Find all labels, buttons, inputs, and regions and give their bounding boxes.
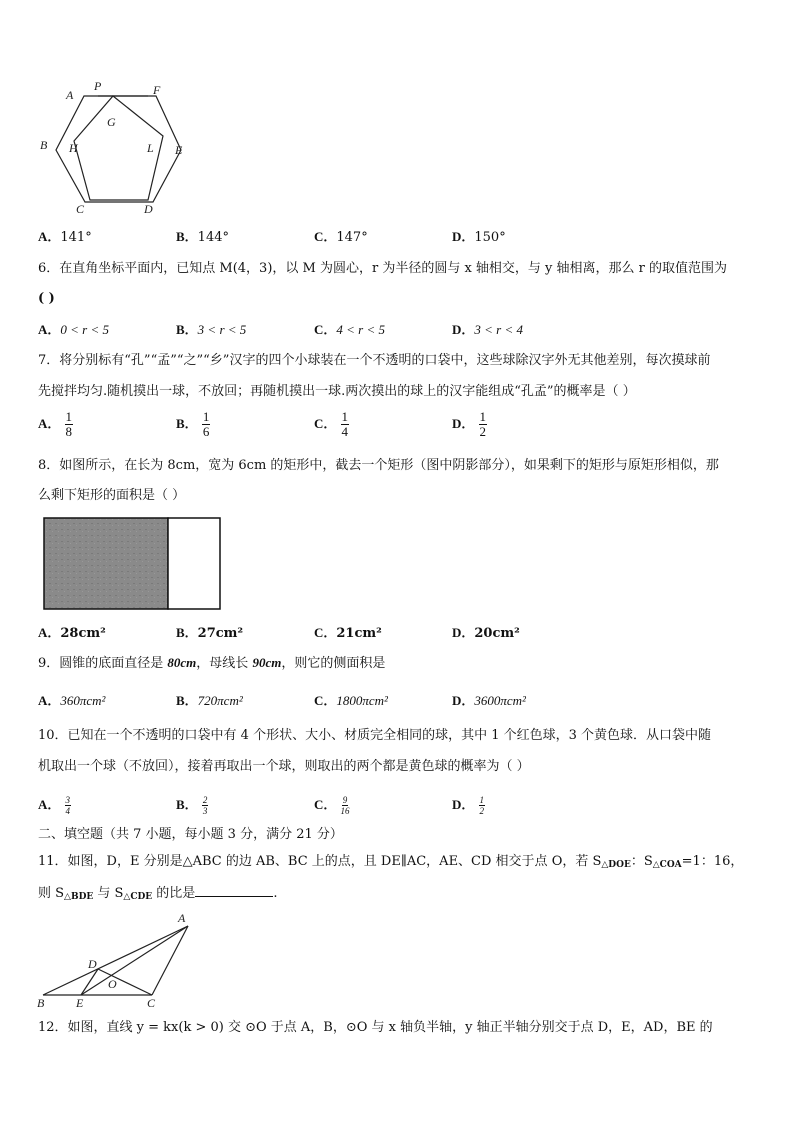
q9-text: ，母线长	[196, 656, 253, 671]
fraction-denominator: 2	[479, 424, 487, 439]
option-letter: D．	[452, 229, 475, 244]
q11-text: 11．如图，D，E 分别是△ABC 的边 AB、BC 上的点，且 DE∥AC，AE、CD 相交于点 O，若 S	[38, 854, 602, 869]
option-letter: B．	[176, 416, 198, 431]
triangle-figure	[36, 910, 196, 1010]
option-letter: D．	[452, 693, 475, 708]
fraction	[341, 795, 350, 816]
option-letter: C．	[314, 229, 337, 244]
option-letter: C．	[314, 693, 337, 708]
q12-stem: 12．如图，直线 y = kx(k > 0) 交 ⊙O 于点 A，B，⊙O 与 x 轴负半轴，y 轴正半轴分别交于点 D，E，AD，BE 的	[38, 1020, 713, 1035]
q5-option-a[interactable]	[38, 228, 92, 247]
option-text: 4 < r < 5	[336, 322, 385, 337]
option-letter: B．	[176, 625, 198, 640]
option-letter: B．	[176, 797, 198, 812]
option-text: 3 < r < 5	[197, 322, 247, 337]
answer-blank[interactable]	[195, 884, 273, 897]
fraction-numerator: 1	[479, 409, 487, 424]
q9-option-b[interactable]	[176, 692, 243, 711]
option-letter: B．	[176, 229, 198, 244]
q9-slant: 90cm	[252, 655, 282, 670]
fraction-denominator: 4	[65, 806, 71, 816]
option-letter: B．	[176, 693, 198, 708]
fraction-denominator: 16	[340, 806, 350, 816]
q10-stem-line1: 10．已知在一个不透明的口袋中有 4 个形状、大小、材质完全相同的球，其中 1 个红色球，3 个黄色球．从口袋中随	[38, 728, 712, 743]
option-letter: C．	[314, 322, 337, 337]
q11-text: ：S	[630, 854, 653, 869]
fraction-denominator: 2	[479, 806, 485, 816]
fraction-denominator: 8	[65, 424, 73, 439]
q11-text: 的比是	[152, 886, 196, 901]
q8-option-c[interactable]	[314, 624, 382, 643]
label-C: C	[76, 202, 85, 216]
fraction-denominator: 6	[202, 424, 210, 439]
option-text: 21cm²	[336, 626, 382, 641]
q8-option-d[interactable]	[452, 624, 520, 643]
option-letter: C．	[314, 416, 337, 431]
option-text: 150°	[474, 230, 506, 245]
q9-option-d[interactable]	[452, 692, 526, 711]
q8-option-a[interactable]	[38, 624, 106, 643]
q10-option-c[interactable]	[314, 795, 350, 816]
fraction	[202, 410, 211, 439]
fraction-numerator: 1	[202, 409, 210, 424]
option-letter: D．	[452, 797, 475, 812]
remaining-rectangle	[168, 518, 220, 609]
fraction	[479, 795, 486, 816]
section-heading: 二、填空题（共 7 小题，每小题 3 分，满分 21 分）	[38, 827, 343, 842]
option-text: 3600πcm²	[474, 693, 526, 708]
q7-stem-line1: 7．将分别标有“孔”“孟”“之”“乡”汉字的四个小球装在一个不透明的口袋中，这些球除汉字外无其他差别，每次摸球前	[38, 353, 711, 368]
q11-stem-line2	[38, 884, 277, 906]
label-C: C	[147, 996, 156, 1010]
option-letter: D．	[452, 625, 475, 640]
fraction-numerator: 1	[479, 795, 485, 805]
q9-option-a[interactable]	[38, 692, 105, 711]
fraction	[341, 410, 350, 439]
option-letter: A．	[38, 416, 61, 431]
label-D: D	[88, 957, 97, 971]
q11-text: =1：16，	[681, 854, 744, 869]
shaded-rectangle	[44, 518, 168, 609]
fraction	[65, 410, 74, 439]
label-B: B	[40, 138, 48, 152]
hexagon-figure	[36, 78, 196, 218]
q7-option-b[interactable]	[176, 410, 210, 439]
rectangle-figure	[42, 515, 232, 615]
q6-option-b[interactable]	[176, 321, 246, 340]
q5-option-b[interactable]	[176, 228, 229, 247]
option-text: 27cm²	[197, 626, 244, 641]
q6-option-c[interactable]	[314, 321, 385, 340]
option-text: 144°	[197, 230, 229, 245]
label-A: A	[66, 88, 74, 102]
option-letter: A．	[38, 693, 61, 708]
q10-option-d[interactable]	[452, 795, 485, 816]
label-L: L	[147, 141, 154, 155]
q9-diameter: 80cm	[167, 655, 197, 670]
fraction	[479, 410, 488, 439]
fraction-denominator: 4	[341, 424, 349, 439]
option-letter: C．	[314, 625, 337, 640]
option-letter: D．	[452, 322, 475, 337]
label-B: B	[37, 996, 45, 1010]
option-text: 28cm²	[60, 626, 106, 641]
q11-subscript: △BDE	[64, 892, 94, 902]
option-text: 1800πcm²	[336, 693, 388, 708]
q7-option-c[interactable]	[314, 410, 349, 439]
label-D: D	[144, 202, 153, 216]
label-A: A	[178, 911, 186, 925]
q9-option-c[interactable]	[314, 692, 388, 711]
q6-stem-line1: 6．在直角坐标平面内，已知点 M(4，3)，以 M 为圆心，r 为半径的圆与 x 轴相交，与 y 轴相离，那么 r 的取值范围为	[38, 261, 728, 276]
fraction-numerator: 1	[341, 409, 349, 424]
q11-subscript: △COA	[652, 860, 682, 870]
fraction-denominator: 3	[202, 806, 208, 816]
q11-text: .	[273, 886, 278, 901]
q11-text: 与 S	[93, 886, 124, 901]
option-text: 360πcm²	[60, 693, 106, 708]
q9-text: ，则它的侧面积是	[281, 656, 386, 671]
label-O: O	[108, 977, 117, 991]
fraction-numerator: 2	[202, 795, 208, 805]
option-letter: A．	[38, 797, 61, 812]
label-E: E	[175, 143, 183, 157]
fraction-numerator: 9	[342, 795, 348, 805]
label-P: P	[94, 79, 102, 93]
q5-option-c[interactable]	[314, 228, 368, 247]
option-text: 720πcm²	[197, 693, 243, 708]
q8-stem-line2: 么剩下矩形的面积是（ ）	[38, 488, 186, 503]
option-letter: D．	[452, 416, 475, 431]
q10-option-a[interactable]	[38, 795, 71, 816]
q9-stem	[38, 654, 385, 673]
q10-option-b[interactable]	[176, 795, 208, 816]
q6-stem-line2: ( )	[38, 291, 55, 306]
q11-subscript: △CDE	[123, 892, 153, 902]
q9-text: 9．圆锥的底面直径是	[38, 656, 168, 671]
q11-text: 则 S	[38, 886, 65, 901]
option-text: 3 < r < 4	[474, 322, 523, 337]
option-letter: A．	[38, 229, 61, 244]
q10-stem-line2: 机取出一个球（不放回），接着再取出一个球，则取出的两个都是黄色球的概率为（ ）	[38, 759, 530, 774]
option-letter: C．	[314, 797, 337, 812]
fraction-numerator: 3	[65, 795, 71, 805]
label-H: H	[69, 141, 78, 155]
label-E: E	[76, 996, 84, 1010]
q7-option-d[interactable]	[452, 410, 487, 439]
option-text: 147°	[336, 230, 368, 245]
option-text: 20cm²	[474, 626, 520, 641]
q6-option-a[interactable]	[38, 321, 109, 340]
q7-option-a[interactable]	[38, 410, 73, 439]
fraction-numerator: 1	[65, 409, 73, 424]
label-G: G	[107, 115, 116, 129]
option-letter: A．	[38, 322, 61, 337]
label-F: F	[153, 83, 161, 97]
q11-subscript: △DOE	[601, 860, 631, 870]
q8-option-b[interactable]	[176, 624, 243, 643]
option-letter: A．	[38, 625, 61, 640]
option-letter: B．	[176, 322, 198, 337]
fraction	[65, 795, 72, 816]
option-text: 0 < r < 5	[60, 322, 109, 337]
q8-stem-line1: 8．如图所示，在长为 8cm，宽为 6cm 的矩形中，截去一个矩形（图中阴影部分），如果剩下的矩形与原矩形相似，那	[38, 458, 719, 473]
fraction	[202, 795, 209, 816]
q7-stem-line2: 先搅拌均匀.随机摸出一球，不放回；再随机摸出一球.两次摸出的球上的汉字能组成“孔孟”的概率是（ ）	[38, 384, 636, 399]
q5-option-d[interactable]	[452, 228, 506, 247]
option-text: 141°	[60, 230, 92, 245]
q11-stem-line1	[38, 853, 743, 874]
q6-option-d[interactable]	[452, 321, 523, 340]
